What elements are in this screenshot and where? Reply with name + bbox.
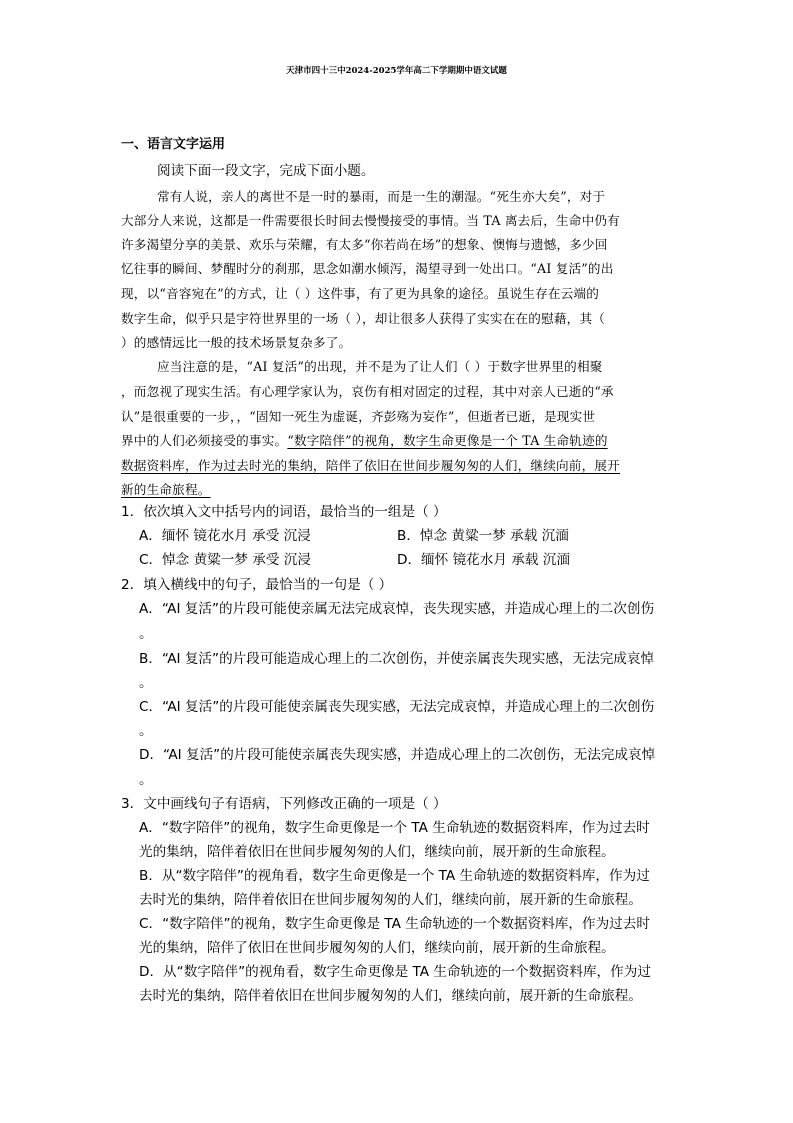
underlined-sentence: 新的生命旅程。: [121, 482, 211, 497]
question-2-option-c: C．“AI 复活”的片段可能使亲属丧失现实感，无法完成哀悼，并造成心理上的二次创伤: [139, 699, 655, 715]
question-3-option-a: A．“数字陪伴”的视角，数字生命更像是一个 TA 生命轨迹的数据资料库，作为过去时: [139, 820, 650, 836]
question-2-stem: 2．填入横线中的句子，最恰当的一句是（ ）: [121, 577, 393, 593]
passage-line: 许多渴望分享的美景、欢乐与荣耀，有太多“你若尚在场”的想象、懊悔与遗憾，多少回: [121, 237, 608, 252]
underlined-sentence: “数字陪伴”的视角，数字生命更像是一个 TA 生命轨迹的: [287, 433, 608, 448]
question-3-option-b-cont: 去时光的集纳，陪伴着依旧在世间步履匆匆的人们，继续向前，展开新的生命旅程。: [139, 892, 642, 908]
question-3-option-c: C．“数字陪伴”的视角，数字生命更像是 TA 生命轨迹的一个数据资料库，作为过去时: [139, 916, 650, 932]
passage-line-start: 界中的人们必须接受的事实。: [121, 433, 288, 448]
passage-line: ，而忽视了现实生活。有心理学家认为，哀伤有相对固定的过程，其中对亲人已逝的“承: [121, 384, 614, 399]
question-2-option-d-tail: 。: [139, 772, 153, 788]
passage-line: 常有人说，亲人的离世不是一时的暴雨，而是一生的潮湿。“死生亦大矣”，对于: [157, 189, 606, 204]
question-2-option-c-tail: 。: [139, 723, 153, 739]
question-1-option-b: B．悼念 黄粱一梦 承载 沉湎: [397, 528, 569, 544]
passage-line: 认”是很重要的一步，，“固知一死生为虚诞，齐彭殇为妄作”，但逝者已逝，是现实世: [121, 409, 596, 424]
question-3-option-a-cont: 光的集纳，陪伴着依旧在世间步履匆匆的人们，继续向前，展开新的生命旅程。: [139, 844, 615, 860]
question-3-option-b: B．从“数字陪伴”的视角看，数字生命更像是一个 TA 生命轨迹的数据资料库，作为过: [139, 868, 650, 884]
question-2-option-d: D．“AI 复活”的片段可能使亲属丧失现实感，并造成心理上的二次创伤，无法完成哀悼: [139, 747, 656, 763]
question-3-option-c-cont: 光的集纳，陪伴了依旧在世间步履匆匆的人们，继续向前，展开新的生命旅程。: [139, 940, 615, 956]
question-3-stem: 3．文中画线句子有语病，下列修改正确的一项是（ ）: [121, 796, 447, 812]
passage-line: ）的感情远比一般的技术场景复杂多了。: [121, 335, 352, 350]
underlined-sentence: 数据资料库，作为过去时光的集纳，陪伴了依旧在世间步履匆匆的人们，继续向前，展开: [121, 458, 620, 473]
question-2-option-b-tail: 。: [139, 675, 153, 691]
section-heading: 一、语言文字运用: [121, 137, 226, 152]
question-2-option-a-tail: 。: [139, 626, 153, 642]
question-1-option-c: C．悼念 黄粱一梦 承受 沉浸: [139, 552, 311, 568]
passage-line: 数字生命，似乎只是宇符世界里的一场（ ），却让很多人获得了实实在在的慰藉，其（: [121, 311, 606, 326]
passage-line: 忆往事的瞬间、梦醒时分的刹那，思念如潮水倾泻，渴望寻到一处出口。“AI 复活”的出: [121, 261, 614, 276]
question-3-option-d: D．从“数字陪伴”的视角看，数字生命更像是 TA 生命轨迹的一个数据资料库，作为过: [139, 964, 651, 980]
passage-line: 应当注意的是，“AI 复活”的出现，并不是为了让人们（ ）于数字世界里的相聚: [157, 359, 603, 374]
question-1-option-a: A．缅怀 镜花水月 承受 沉浸: [139, 528, 311, 544]
question-2-option-a: A．“AI 复活”的片段可能使亲属无法完成哀悼，丧失现实感，并造成心理上的二次创伤: [139, 601, 655, 617]
passage-line: 大部分人来说，这都是一件需要很长时间去慢慢接受的事情。当 TA 离去后，生命中仍有: [121, 213, 620, 228]
passage-line: 现，以“音容宛在”的方式，让（ ）这件事，有了更为具象的途径。虽说生存在云端的: [121, 286, 600, 301]
page-title: 天津市四十三中2024-2025学年高二下学期期中语文试题: [286, 66, 507, 76]
passage-line: [121, 432, 608, 450]
reading-instruction: 阅读下面一段文字，完成下面小题。: [157, 163, 375, 179]
question-2-option-b: B．“AI 复活”的片段可能造成心理上的二次创伤，并使亲属丧失现实感，无法完成哀悼: [139, 651, 655, 667]
question-1-stem: 1．依次填入文中括号内的词语，最恰当的一组是（ ）: [121, 504, 447, 520]
question-3-option-d-cont: 去时光的集纳，陪伴着依旧在世间步履匆匆的人们，继续向前，展开新的生命旅程。: [139, 988, 642, 1004]
question-1-option-d: D．缅怀 镜花水月 承载 沉湎: [397, 552, 570, 568]
